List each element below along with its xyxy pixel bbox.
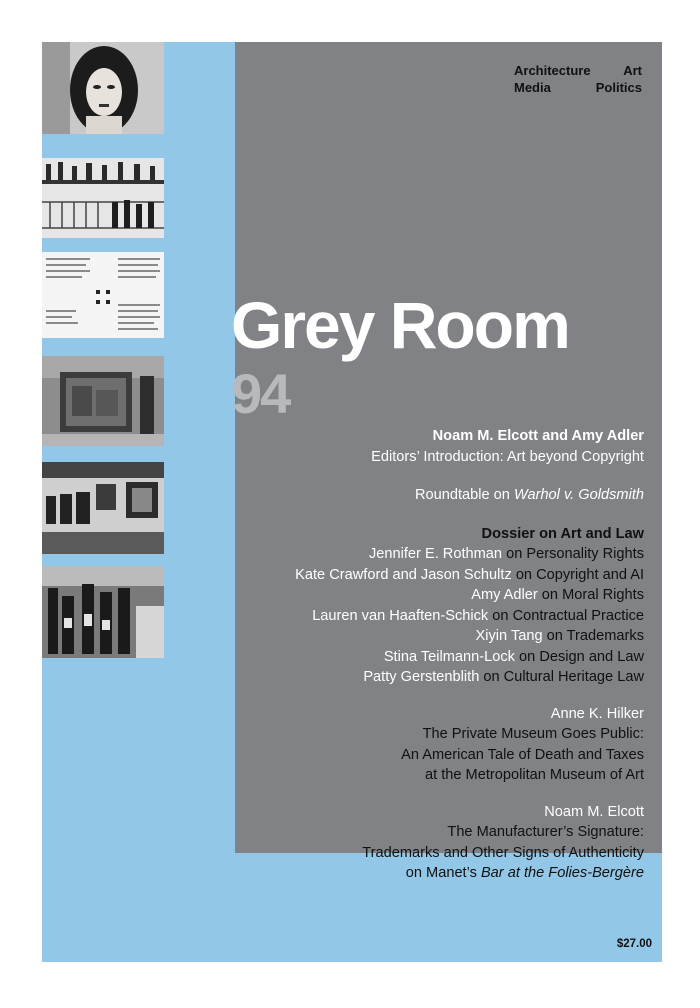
- hilker-title-line: An American Tale of Death and Taxes: [401, 746, 644, 763]
- dossier-topic: on Trademarks: [546, 628, 644, 644]
- dossier-entry: [224, 585, 644, 606]
- dossier-topic: on Copyright and AI: [515, 566, 644, 583]
- table-of-contents: [224, 426, 644, 884]
- dossier-author: Stina Teilmann-Lock: [383, 648, 515, 665]
- dossier-topic: on Design and Law: [519, 648, 644, 665]
- cover-price: $27.00: [616, 938, 652, 950]
- dossier-entry: [224, 544, 644, 565]
- thumbnail-street-scene: [42, 158, 164, 238]
- subject-politics: Politics: [595, 80, 642, 95]
- dossier-entry: [224, 647, 644, 668]
- dossier-topic: on Contractual Practice: [492, 607, 644, 624]
- thumbnail-document: [42, 252, 164, 338]
- dossier-entry: [224, 606, 644, 627]
- dossier-topic: on Moral Rights: [541, 587, 644, 603]
- subject-architecture: Architecture: [514, 63, 591, 78]
- thumbnail-bottles: [42, 566, 164, 658]
- elcott-title-line: The Manufacturer’s Signature:: [447, 824, 644, 840]
- dossier-topic: on Personality Rights: [506, 546, 644, 562]
- thumbnail-framed-painting: [42, 356, 164, 446]
- roundtable-case: Warhol v. Goldsmith: [513, 487, 644, 503]
- masthead-title: Grey Room: [231, 288, 569, 362]
- intro-authors: Noam M. Elcott and Amy Adler: [432, 428, 644, 444]
- thumbnail-portrait: [42, 42, 164, 134]
- dossier-author: Lauren van Haaften-Schick: [312, 607, 489, 624]
- elcott-title-prefix: on Manet’s: [405, 865, 481, 881]
- magazine-cover: [42, 42, 662, 962]
- dossier-author: Amy Adler: [471, 587, 538, 603]
- hilker-author: Anne K. Hilker: [550, 705, 644, 722]
- elcott-author: Noam M. Elcott: [544, 803, 644, 820]
- dossier-author: Kate Crawford and Jason Schultz: [295, 566, 512, 583]
- subject-media: Media: [514, 80, 551, 95]
- elcott-title-line: Trademarks and Other Signs of Authenticity: [362, 844, 644, 861]
- issue-number: 94: [231, 362, 290, 425]
- roundtable-prefix: Roundtable on: [414, 487, 514, 503]
- dossier-author: Patty Gerstenblith: [363, 669, 480, 685]
- elcott-title-work: Bar at the Folies-Bergère: [480, 865, 644, 881]
- hilker-title-line: The Private Museum Goes Public:: [422, 726, 644, 742]
- thumbnail-gallery: [42, 462, 164, 554]
- dossier-entry: [224, 565, 644, 586]
- elcott-title-line: [224, 863, 644, 884]
- dossier-entry: [224, 626, 644, 647]
- intro-title: Editors’ Introduction: Art beyond Copyright: [371, 448, 644, 465]
- subject-list: [514, 62, 642, 96]
- hilker-title-line: at the Metropolitan Museum of Art: [424, 767, 644, 783]
- dossier-author: Xiyin Tang: [475, 628, 543, 644]
- dossier-entry: [224, 667, 644, 688]
- dossier-topic: on Cultural Heritage Law: [483, 669, 644, 685]
- roundtable-line: [224, 485, 644, 506]
- dossier-author: Jennifer E. Rothman: [368, 546, 503, 562]
- subject-art: Art: [623, 63, 642, 78]
- dossier-heading: Dossier on Art and Law: [481, 525, 644, 542]
